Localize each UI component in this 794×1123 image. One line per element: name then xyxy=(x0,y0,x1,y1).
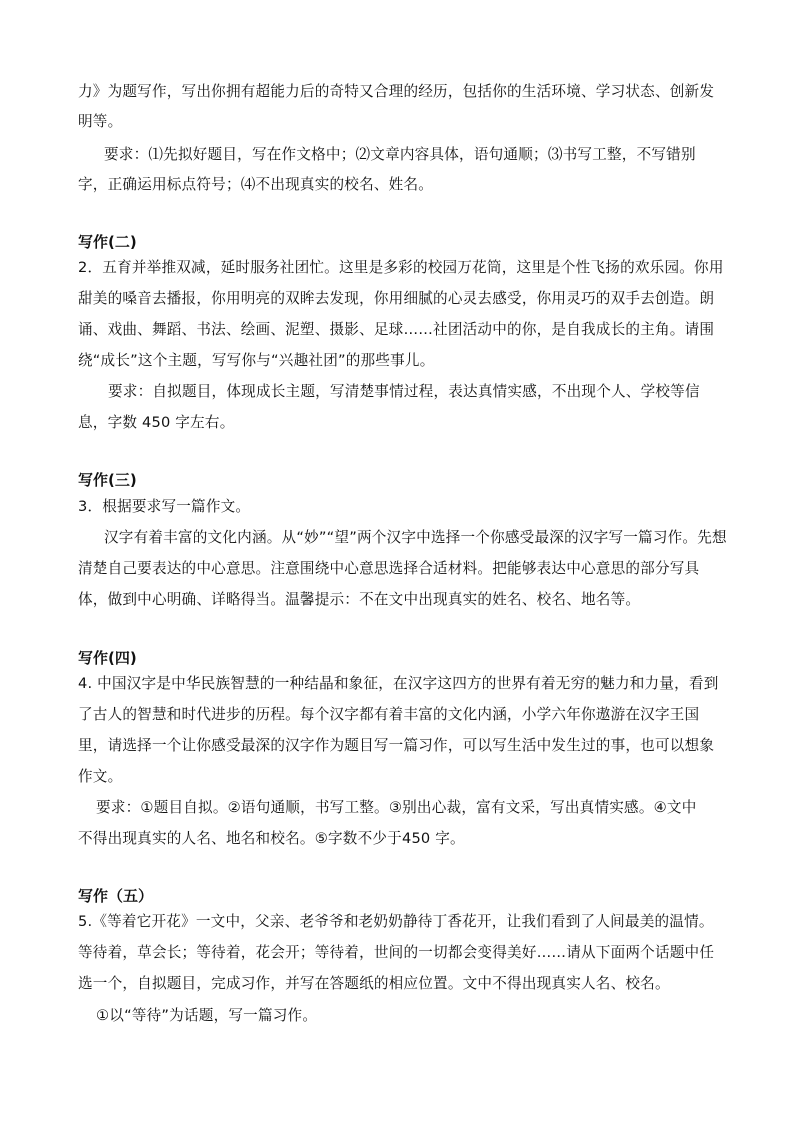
paragraph-line: 选一个，自拟题目，完成习作，并写在答题纸的相应位置。文中不得出现真实人名、校名。 xyxy=(78,975,670,992)
paragraph-line: 作文。 xyxy=(78,768,123,785)
paragraph-line: 了古人的智慧和时代进步的历程。每个汉字都有着丰富的文化内涵，小学六年你遨游在汉字王国 xyxy=(78,706,700,723)
requirement-line: 字，正确运用标点符号；⑷不出现真实的校名、姓名。 xyxy=(78,176,434,193)
section-heading-2: 写作(二) xyxy=(78,233,137,251)
requirement-line: 要求：自拟题目，体现成长主题，写清楚事情过程，表达真情实感，不出现个人、学校等信 xyxy=(108,383,700,400)
requirement-line: 息，字数 450 字左右。 xyxy=(78,414,235,431)
paragraph-line: 甜美的嗓音去播报，你用明亮的双眸去发现，你用细腻的心灵去感受，你用灵巧的双手去创造。朗 xyxy=(78,290,715,307)
topic-option-line: ①以“等待”为话题，写一篇习作。 xyxy=(96,1007,318,1024)
paragraph-line: 5.《等着它开花》一文中，父亲、老爷爷和老奶奶静待丁香花开，让我们看到了人间最美的温情。 xyxy=(78,913,714,930)
section-heading-4: 写作(四) xyxy=(78,649,137,667)
paragraph-line: 力》为题写作，写出你拥有超能力后的奇特又合理的经历，包括你的生活环境、学习状态、创新发 xyxy=(78,83,715,100)
paragraph-line: 绕“成长”这个主题，写写你与“兴趣社团”的那些事儿。 xyxy=(78,352,435,369)
paragraph-line: 汉字有着丰富的文化内涵。从“妙”“望”两个汉字中选择一个你感受最深的汉字写一篇习作。先想 xyxy=(104,529,727,546)
paragraph-line: 体，做到中心明确、详略得当。温馨提示：不在文中出现真实的姓名、校名、地名等。 xyxy=(78,591,641,608)
paragraph-line: 等待着，草会长；等待着，花会开；等待着，世间的一切都会变得美好……请从下面两个话题中任 xyxy=(78,944,715,961)
paragraph-line: 明等。 xyxy=(78,113,123,130)
requirement-line: 要求：⑴先拟好题目，写在作文格中；⑵文章内容具体，语句通顺；⑶书写工整，不写错别 xyxy=(104,146,696,163)
paragraph-line: 里，请选择一个让你感受最深的汉字作为题目写一篇习作，可以写生活中发生过的事，也可以想象 xyxy=(78,737,715,754)
paragraph-line: 4. 中国汉字是中华民族智慧的一种结晶和象征，在汉字这四方的世界有着无穷的魅力和力量，看到 xyxy=(78,675,719,692)
paragraph-line: 2．五育并举推双减，延时服务社团忙。这里是多彩的校园万花筒，这里是个性飞扬的欢乐园。你用 xyxy=(78,259,724,276)
section-heading-5: 写作（五） xyxy=(78,887,154,905)
requirement-line: 不得出现真实的人名、地名和校名。⑤字数不少于450 字。 xyxy=(78,830,465,847)
requirement-line: 要求：①题目自拟。②语句通顺，书写工整。③别出心裁，富有文采，写出真情实感。④文中 xyxy=(96,799,697,816)
paragraph-line: 清楚自己要表达的中心意思。注意围绕中心意思选择合适材料。把能够表达中心意思的部分写具 xyxy=(78,560,700,577)
paragraph-line: 3．根据要求写一篇作文。 xyxy=(78,498,251,515)
paragraph-line: 诵、戏曲、舞蹈、书法、绘画、泥塑、摄影、足球……社团活动中的你，是自我成长的主角。请围 xyxy=(78,321,715,338)
section-heading-3: 写作(三) xyxy=(78,471,137,489)
